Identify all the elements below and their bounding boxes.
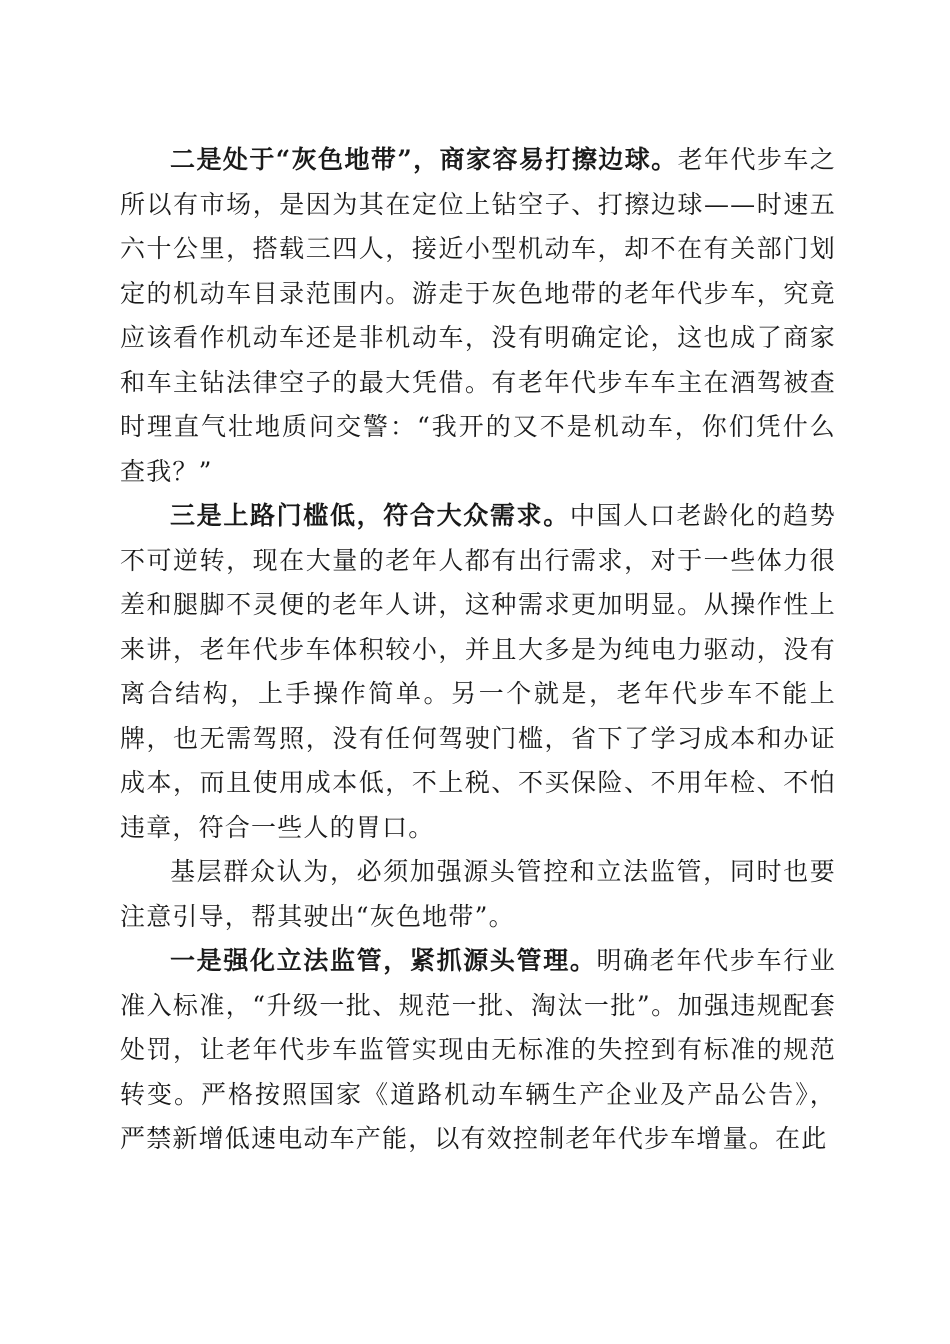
paragraph-text: 明确老年代步车行业准入标准，“升级一批、规范一批、淘汰一批”。加强违规配套处罚，让老年代步车监管实现由无标准的失控到有标准的规范转变。严格按照国家《道路机动车辆生产企业及产品公告》，严禁新增低速电动车产能，以有效控制老年代步车增量。在此 [120,946,836,1153]
paragraph-text: 老年代步车之所以有市场，是因为其在定位上钻空子、打擦边球——时速五六十公里，搭载三四人，接近小型机动车，却不在有关部门划定的机动车目录范围内。游走于灰色地带的老年代步车，究竟应该看作机动车还是非机动车，没有明确定论，这也成了商家和车主钻法律空子的最大凭借。有老年代步车车主在酒驾被查时理直气壮地质问交警：“我开的又不是机动车，你们凭什么查我？” [120,145,837,486]
paragraph-gray-zone [120,138,836,494]
document-body [120,138,836,1162]
paragraph-low-threshold [120,494,836,850]
paragraph-heading: 一是强化立法监管，紧抓源头管理。 [170,946,597,975]
paragraph-text: 中国人口老龄化的趋势不可逆转，现在大量的老年人都有出行需求，对于一些体力很差和腿脚不灵便的老年人讲，这种需求更加明显。从操作性上来讲，老年代步车体积较小，并且大多是为纯电力驱动，没有离合结构，上手操作简单。另一个就是，老年代步车不能上牌，也无需驾照，没有任何驾驶门槛，省下了学习成本和办证成本，而且使用成本低，不上税、不买保险、不用年检、不怕违章，符合一些人的胃口。 [120,501,836,842]
paragraph-legislation [120,939,836,1162]
paragraph-heading: 二是处于“灰色地带”，商家容易打擦边球。 [170,145,678,174]
paragraph-public-opinion [120,850,836,939]
paragraph-text: 基层群众认为，必须加强源头管控和立法监管，同时也要注意引导，帮其驶出“灰色地带”。 [120,857,836,931]
paragraph-heading: 三是上路门槛低，符合大众需求。 [170,501,570,530]
